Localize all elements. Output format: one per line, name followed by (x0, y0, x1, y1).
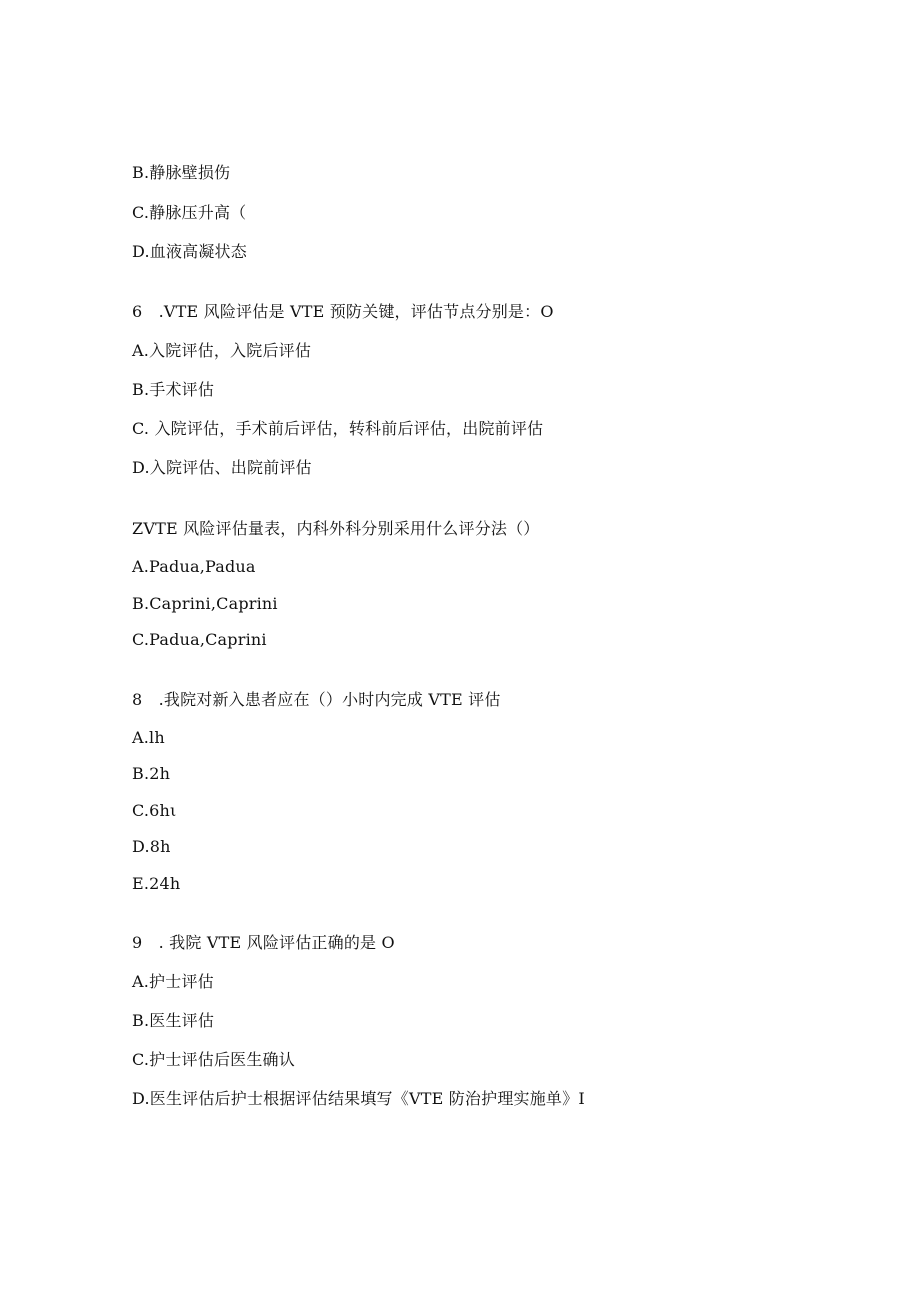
q8-option-c: C.6hι (132, 801, 177, 820)
q6-option-b: B.手术评估 (132, 380, 215, 399)
q6-option-c: C. 入院评估，手术前后评估，转科前后评估，出院前评估 (132, 419, 544, 438)
q9-option-d: D.医生评估后护士根据评估结果填写《VTE 防治护理实施单》I (132, 1089, 585, 1108)
q6-option-d: D.入院评估、出院前评估 (132, 458, 312, 477)
q7-question: ZVTE 风险评估量表，内科外科分别采用什么评分法（） (132, 519, 540, 538)
q5-option-d: D.血液高凝状态 (132, 242, 247, 261)
q9-option-b: B.医生评估 (132, 1011, 215, 1030)
q6-option-a: A.入院评估，入院后评估 (132, 341, 312, 360)
q9-question: 9 . 我院 VTE 风险评估正确的是 O (132, 933, 395, 952)
q7-option-c: C.Padua,Caprini (132, 630, 267, 649)
q7-option-a: A.Padua,Padua (132, 557, 256, 576)
q6-question: 6 .VTE 风险评估是 VTE 预防关键，评估节点分别是：O (132, 302, 554, 321)
q5-option-b: B.静脉壁损伤 (132, 163, 231, 182)
q8-option-d: D.8h (132, 837, 171, 856)
q8-option-e: E.24h (132, 874, 181, 893)
q8-option-b: B.2h (132, 764, 171, 783)
q9-option-c: C.护士评估后医生确认 (132, 1050, 295, 1069)
q5-option-c: C.静脉压升高（ (132, 203, 247, 222)
q8-question: 8 .我院对新入患者应在（）小时内完成 VTE 评估 (132, 690, 501, 709)
q7-option-b: B.Caprini,Caprini (132, 594, 278, 613)
q9-option-a: A.护士评估 (132, 972, 214, 991)
q8-option-a: A.lh (132, 728, 165, 747)
